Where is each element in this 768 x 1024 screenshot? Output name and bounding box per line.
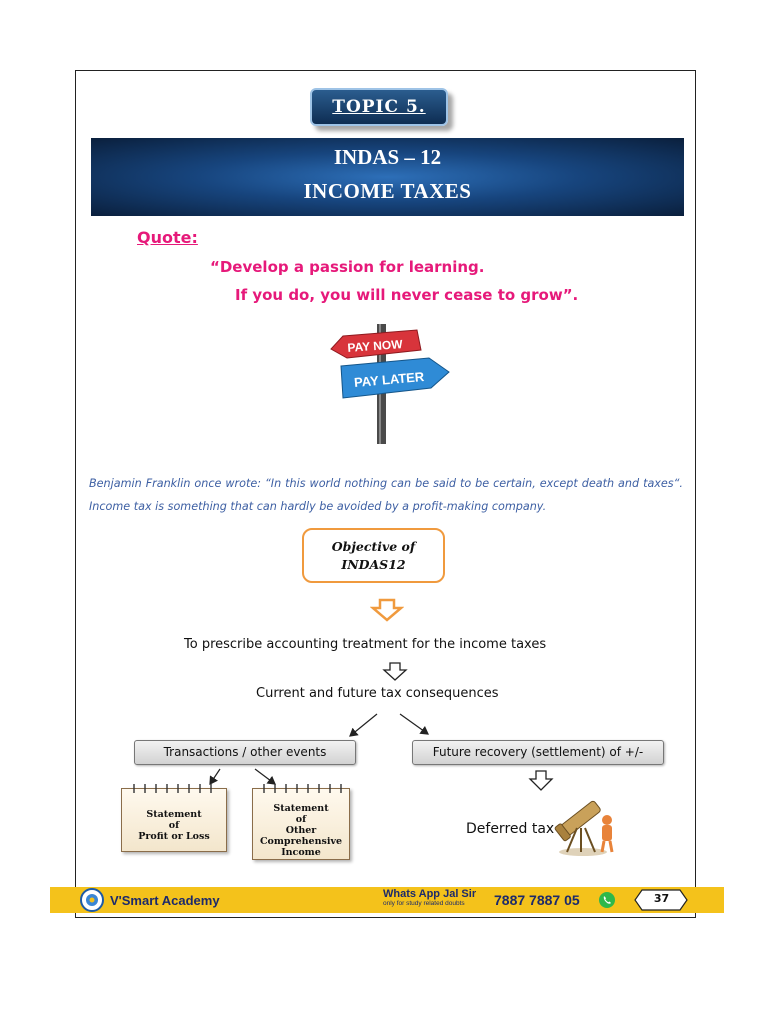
whatsapp-icon <box>598 891 616 909</box>
intro-paragraph: Benjamin Franklin once wrote: “In this world nothing can be said to be certain, except death and taxes“. Income tax is something that can hardly be avoided by a profit-making company. <box>89 477 683 513</box>
page-number: 37 <box>653 892 670 905</box>
quote-line-1: “Develop a passion for learning. <box>210 258 485 276</box>
flow-step-prescribe: To prescribe accounting treatment for the income taxes <box>184 637 547 652</box>
note2-line-2: of <box>295 814 307 825</box>
whatsapp-label: Whats App Jal Sir <box>383 888 477 900</box>
academy-name: V'Smart Academy <box>110 893 220 908</box>
down-arrow-icon <box>382 662 408 682</box>
pay-now-text: PAY NOW <box>347 337 403 355</box>
note1-line-3: Profit or Loss <box>138 831 210 842</box>
future-recovery-box: Future recovery (settlement) of +/- <box>412 740 664 765</box>
pay-now-sign <box>331 330 421 358</box>
topic-badge <box>310 88 448 126</box>
telescope-person-illustration <box>553 786 619 858</box>
transactions-box: Transactions / other events <box>134 740 356 765</box>
note2-line-3: Other <box>285 825 317 836</box>
pay-now-pay-later-signpost-illustration <box>325 322 455 447</box>
pay-later-sign <box>341 358 449 398</box>
page-number-badge <box>634 887 689 913</box>
objective-line-1: Objective of <box>331 539 416 554</box>
spiral-binding-icon <box>128 781 222 795</box>
quote-label: Quote: <box>137 228 198 247</box>
title-banner <box>91 138 684 216</box>
note-profit-or-loss <box>121 788 227 852</box>
branch-arrow-left <box>350 714 377 736</box>
quote-line-2: If you do, you will never cease to grow”. <box>235 286 579 304</box>
phone-number: 7887 7887 05 <box>494 892 580 908</box>
flow-step-consequences: Current and future tax consequences <box>256 686 499 701</box>
note1-line-1: Statement <box>146 809 202 820</box>
academy-logo-icon <box>80 888 104 912</box>
down-arrow-icon <box>528 770 554 792</box>
objective-box <box>302 528 445 583</box>
note-other-comprehensive-income <box>252 788 350 860</box>
down-arrow-icon <box>370 598 404 622</box>
deferred-tax-label: Deferred tax <box>466 821 555 837</box>
spiral-binding-icon <box>258 781 346 795</box>
note1-line-2: of <box>168 820 180 831</box>
branch-arrows <box>340 708 440 742</box>
whatsapp-note: only for study related doubts <box>383 900 465 907</box>
topic-label: TOPIC 5. <box>332 97 426 117</box>
title-subject: INCOME TAXES <box>303 179 472 203</box>
objective-line-2: INDAS12 <box>341 557 406 572</box>
note2-line-4: Comprehensive <box>259 836 343 847</box>
note2-line-1: Statement <box>273 803 329 814</box>
title-standard: INDAS – 12 <box>333 145 442 169</box>
branch-arrow-right <box>400 714 428 734</box>
note2-line-5: Income <box>281 847 321 858</box>
pay-later-text: PAY LATER <box>353 368 425 391</box>
